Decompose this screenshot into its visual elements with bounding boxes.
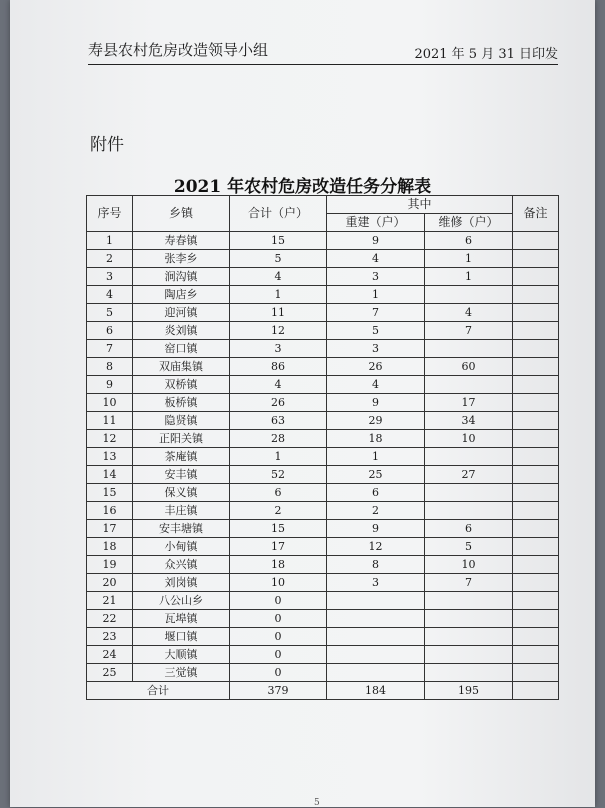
row-remark [513,520,559,538]
row-rebuild: 8 [327,556,425,574]
row-total: 0 [230,592,327,610]
row-repair [425,484,513,502]
table-row [87,502,559,520]
row-total: 3 [230,340,327,358]
row-remark [513,232,559,250]
row-no: 8 [87,358,133,376]
row-town: 张李乡 [133,250,230,268]
row-total: 12 [230,322,327,340]
row-no: 4 [87,286,133,304]
row-repair: 27 [425,466,513,484]
row-rebuild: 3 [327,340,425,358]
table-row [87,664,559,682]
row-remark [513,574,559,592]
row-town: 板桥镇 [133,394,230,412]
row-no: 2 [87,250,133,268]
row-town: 小甸镇 [133,538,230,556]
row-remark [513,502,559,520]
row-repair: 60 [425,358,513,376]
col-header-rebuild: 重建（户） [327,214,425,232]
row-remark [513,538,559,556]
total-rebuild: 184 [327,682,425,700]
row-no: 13 [87,448,133,466]
row-rebuild: 29 [327,412,425,430]
row-repair: 7 [425,574,513,592]
row-no: 5 [87,304,133,322]
table-row [87,250,559,268]
row-no: 1 [87,232,133,250]
row-rebuild: 3 [327,268,425,286]
table-row [87,610,559,628]
row-no: 18 [87,538,133,556]
table-body [87,232,559,682]
row-town: 保义镇 [133,484,230,502]
table-title: 2021 年农村危房改造任务分解表 [173,177,432,197]
row-rebuild: 12 [327,538,425,556]
table-row [87,340,559,358]
row-town: 刘岗镇 [133,574,230,592]
row-total: 11 [230,304,327,322]
row-no: 3 [87,268,133,286]
row-town: 正阳关镇 [133,430,230,448]
row-town: 众兴镇 [133,556,230,574]
row-total: 2 [230,502,327,520]
row-rebuild [327,646,425,664]
row-town: 安丰塘镇 [133,520,230,538]
row-rebuild: 25 [327,466,425,484]
row-total: 1 [230,448,327,466]
col-header-no: 序号 [87,196,133,232]
row-rebuild: 1 [327,448,425,466]
row-rebuild: 4 [327,250,425,268]
row-remark [513,448,559,466]
row-remark [513,250,559,268]
row-repair: 1 [425,250,513,268]
row-repair [425,502,513,520]
task-allocation-table [86,195,559,700]
row-remark [513,646,559,664]
col-header-of-which: 其中 [327,196,513,214]
row-remark [513,286,559,304]
row-repair [425,448,513,466]
row-town: 迎河镇 [133,304,230,322]
row-rebuild [327,628,425,646]
row-rebuild: 6 [327,484,425,502]
row-total: 63 [230,412,327,430]
row-no: 20 [87,574,133,592]
row-repair: 1 [425,268,513,286]
col-header-town: 乡镇 [133,196,230,232]
table-row [87,448,559,466]
row-rebuild: 5 [327,322,425,340]
table-row [87,592,559,610]
table-row [87,484,559,502]
row-remark [513,664,559,682]
table-row [87,268,559,286]
table-row [87,628,559,646]
row-no: 16 [87,502,133,520]
row-rebuild: 26 [327,358,425,376]
row-total: 0 [230,628,327,646]
row-total: 5 [230,250,327,268]
row-town: 隐贤镇 [133,412,230,430]
row-no: 17 [87,520,133,538]
table-row [87,520,559,538]
issuing-org: 寿县农村危房改造领导小组 [88,41,269,59]
row-town: 丰庄镇 [133,502,230,520]
row-repair: 6 [425,520,513,538]
row-no: 12 [87,430,133,448]
row-total: 10 [230,574,327,592]
row-rebuild: 4 [327,376,425,394]
row-repair: 6 [425,232,513,250]
row-no: 9 [87,376,133,394]
row-total: 4 [230,376,327,394]
table-row [87,466,559,484]
row-remark [513,412,559,430]
row-total: 17 [230,538,327,556]
row-total: 15 [230,520,327,538]
row-total: 0 [230,646,327,664]
table-row [87,430,559,448]
table-row [87,304,559,322]
row-repair: 34 [425,412,513,430]
row-no: 10 [87,394,133,412]
row-remark [513,394,559,412]
table-row [87,538,559,556]
row-remark [513,340,559,358]
row-no: 24 [87,646,133,664]
row-remark [513,628,559,646]
row-no: 14 [87,466,133,484]
row-repair: 10 [425,556,513,574]
row-rebuild: 2 [327,502,425,520]
row-no: 25 [87,664,133,682]
row-rebuild: 3 [327,574,425,592]
table-row [87,646,559,664]
row-town: 涧沟镇 [133,268,230,286]
row-rebuild: 9 [327,232,425,250]
document-header [88,36,558,65]
attachment-label: 附件 [90,135,124,155]
row-no: 22 [87,610,133,628]
row-rebuild: 9 [327,394,425,412]
table-row [87,286,559,304]
row-repair: 7 [425,322,513,340]
table-row [87,232,559,250]
row-total: 52 [230,466,327,484]
row-remark [513,556,559,574]
row-rebuild: 9 [327,520,425,538]
row-repair [425,286,513,304]
table-total-row [87,682,559,700]
row-rebuild: 1 [327,286,425,304]
col-header-repair: 维修（户） [425,214,513,232]
row-town: 双庙集镇 [133,358,230,376]
row-repair [425,592,513,610]
row-repair [425,628,513,646]
row-no: 21 [87,592,133,610]
row-rebuild [327,664,425,682]
row-no: 6 [87,322,133,340]
row-town: 八公山乡 [133,592,230,610]
row-total: 1 [230,286,327,304]
row-repair: 5 [425,538,513,556]
row-no: 23 [87,628,133,646]
row-town: 双桥镇 [133,376,230,394]
table-row [87,358,559,376]
row-remark [513,466,559,484]
row-remark [513,376,559,394]
row-town: 三觉镇 [133,664,230,682]
table-row [87,574,559,592]
row-town: 安丰镇 [133,466,230,484]
table-row [87,556,559,574]
page-number: 5 [314,798,320,808]
row-remark [513,358,559,376]
row-town: 瓦埠镇 [133,610,230,628]
total-repair: 195 [425,682,513,700]
row-remark [513,304,559,322]
row-no: 15 [87,484,133,502]
row-repair [425,664,513,682]
row-town: 窑口镇 [133,340,230,358]
row-remark [513,592,559,610]
row-remark [513,610,559,628]
row-total: 15 [230,232,327,250]
table-header-row [87,196,559,214]
total-label: 合计 [87,682,230,700]
row-repair: 10 [425,430,513,448]
table-row [87,376,559,394]
row-rebuild [327,610,425,628]
row-repair [425,340,513,358]
row-rebuild [327,592,425,610]
row-no: 19 [87,556,133,574]
row-town: 炎刘镇 [133,322,230,340]
total-sum: 379 [230,682,327,700]
row-remark [513,322,559,340]
row-total: 26 [230,394,327,412]
row-total: 28 [230,430,327,448]
row-town: 寿春镇 [133,232,230,250]
table-row [87,394,559,412]
row-no: 11 [87,412,133,430]
total-remark [513,682,559,700]
row-total: 86 [230,358,327,376]
row-town: 茶庵镇 [133,448,230,466]
row-total: 0 [230,610,327,628]
table-row [87,412,559,430]
row-repair [425,646,513,664]
row-remark [513,430,559,448]
table-row [87,322,559,340]
row-repair: 4 [425,304,513,322]
row-rebuild: 7 [327,304,425,322]
row-total: 4 [230,268,327,286]
row-remark [513,484,559,502]
row-repair [425,610,513,628]
issue-date: 2021 年 5 月 31 日印发 [414,47,558,62]
col-header-total: 合计（户） [230,196,327,232]
row-repair: 17 [425,394,513,412]
row-remark [513,268,559,286]
row-no: 7 [87,340,133,358]
row-rebuild: 18 [327,430,425,448]
row-town: 陶店乡 [133,286,230,304]
row-total: 18 [230,556,327,574]
row-town: 大顺镇 [133,646,230,664]
row-town: 堰口镇 [133,628,230,646]
row-total: 0 [230,664,327,682]
row-total: 6 [230,484,327,502]
col-header-remark: 备注 [513,196,559,232]
row-repair [425,376,513,394]
